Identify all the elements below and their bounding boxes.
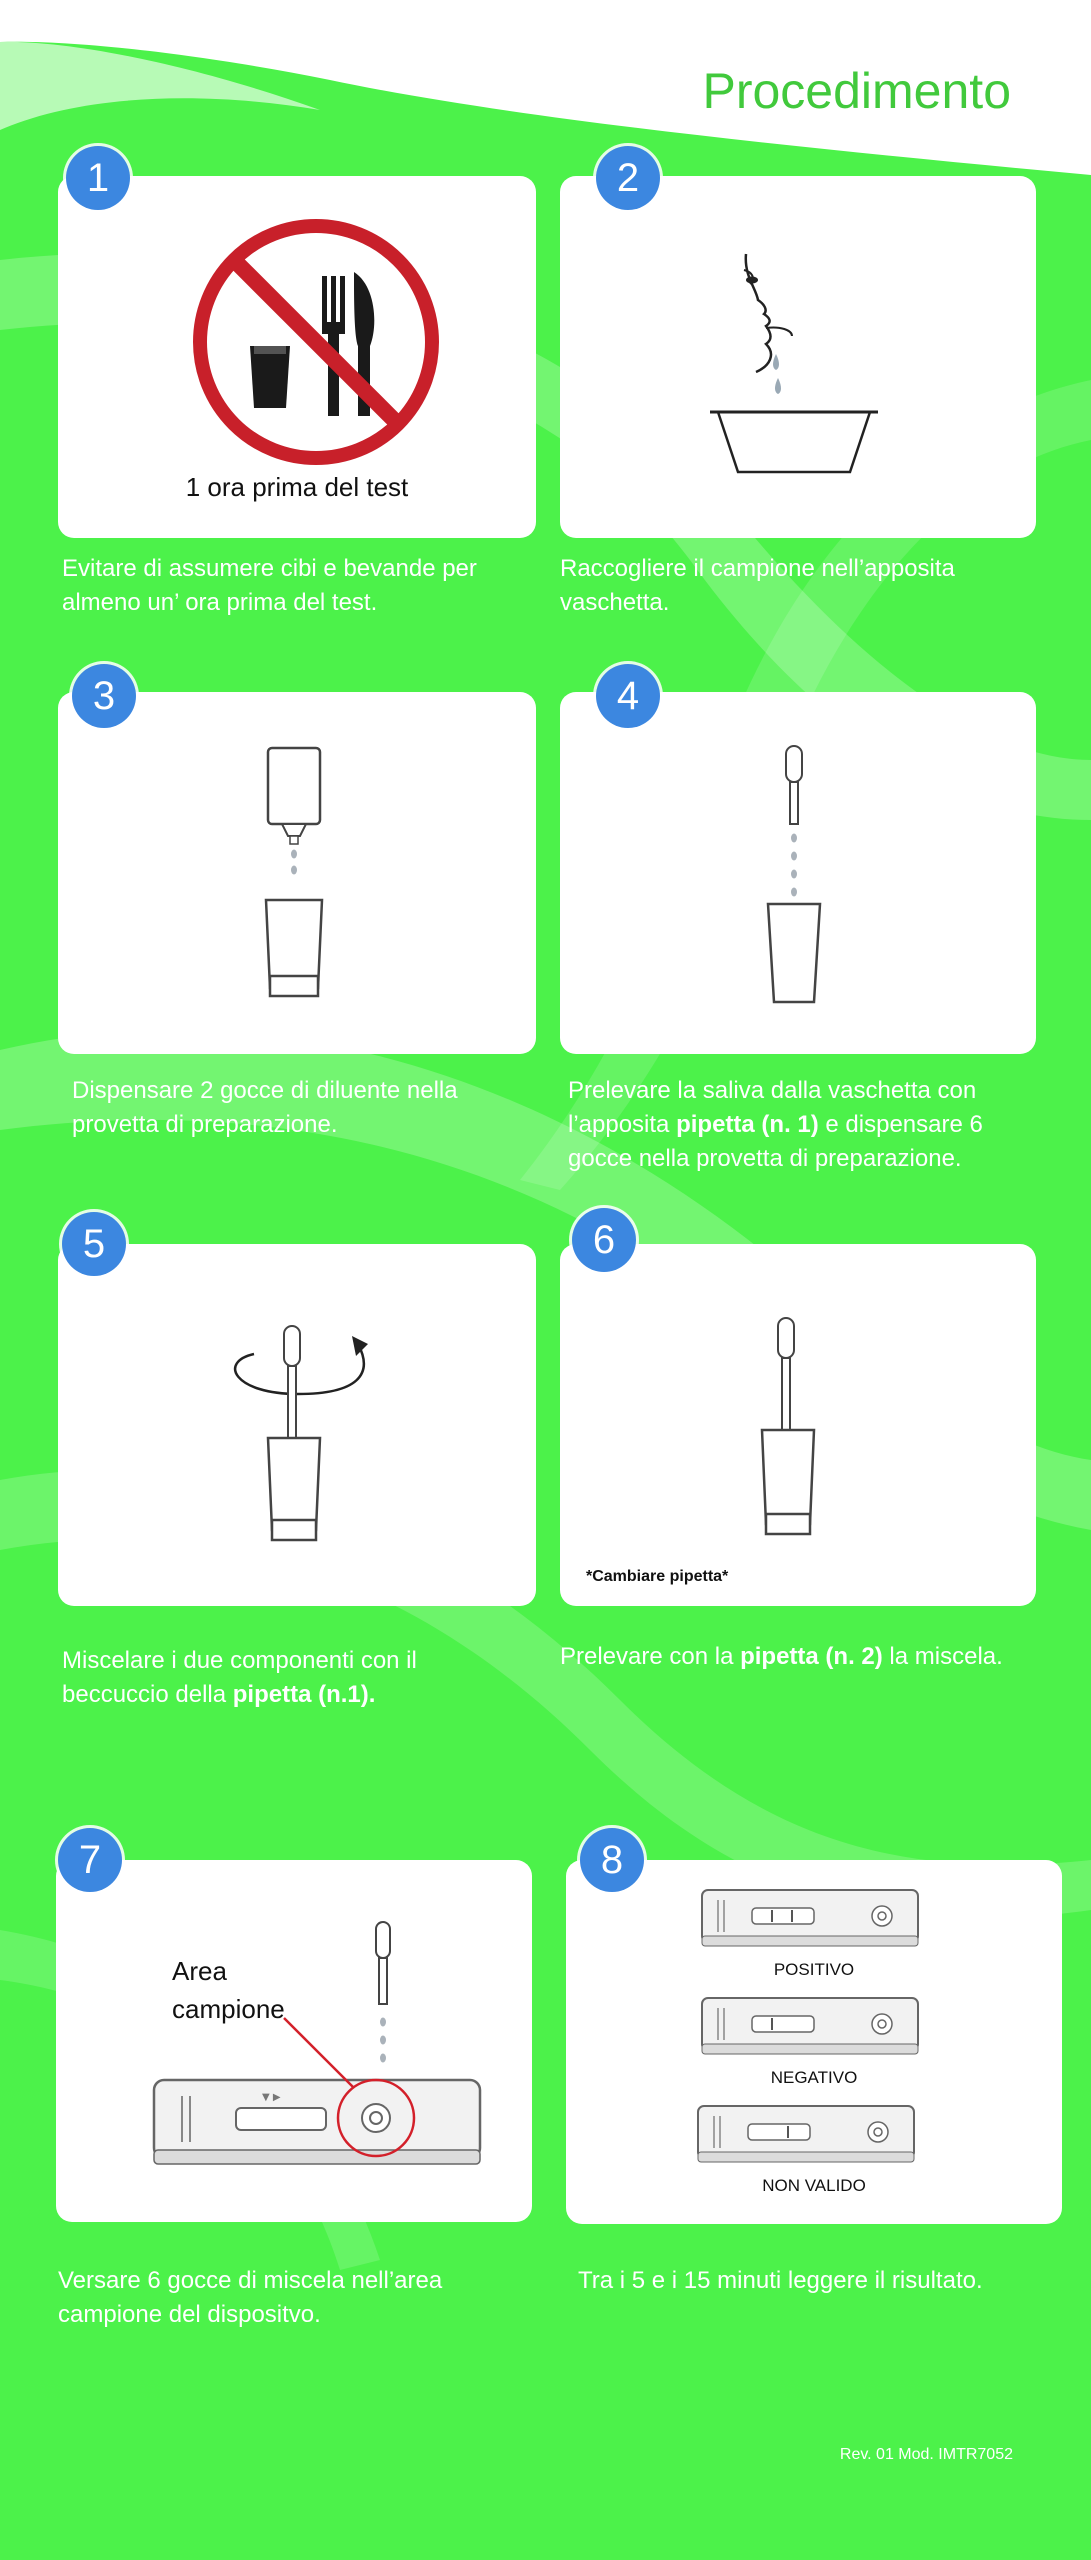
step-7-caption-line2: campione — [172, 1994, 285, 2024]
diluent-drops-icon — [58, 692, 536, 1054]
step-5-badge: 5 — [62, 1212, 126, 1276]
revision-footer: Rev. 01 Mod. IMTR7052 — [839, 2446, 1013, 2463]
step-7-badge: 7 — [58, 1828, 122, 1892]
step-7-description: Versare 6 gocce di miscela nell’area campione del dispositvo. — [58, 2267, 443, 2328]
step-7-card — [56, 1860, 532, 2222]
step-4-card — [560, 692, 1036, 1054]
step-5-card — [58, 1244, 536, 1606]
step-3-card — [58, 692, 536, 1054]
step-7-caption-line1: Area — [172, 1956, 227, 1986]
page-title: Procedimento — [702, 63, 1011, 119]
step-5-description: Miscelare i due componenti con il beccuccio della pipetta (n.1). — [62, 1647, 417, 1708]
step-1-badge: 1 — [66, 146, 130, 210]
step-6-badge: 6 — [572, 1208, 636, 1272]
result-negative-label: NEGATIVO — [770, 2068, 858, 2087]
step-8-card — [566, 1860, 1062, 2224]
step-4-description: Prelevare la saliva dalla vaschetta con l’apposita pipetta (n. 1) e dispensare 6 gocce nella provetta di preparazione. — [568, 1077, 983, 1172]
pipette-in-tube-icon — [560, 1244, 1036, 1606]
saliva-collection-icon — [560, 176, 1036, 538]
step-6-card — [560, 1244, 1036, 1606]
test-device-sample-icon — [56, 1860, 532, 2222]
result-positive-label: POSITIVO — [773, 1960, 855, 1979]
test-results-icon — [566, 1860, 1062, 2224]
step-2-description: Raccogliere il campione nell’apposita vaschetta. — [560, 555, 955, 616]
svg-text:▼ ▶: ▼ ▶ — [262, 2092, 281, 2103]
step-3-description: Dispensare 2 gocce di diluente nella provetta di preparazione. — [72, 1077, 458, 1138]
step-8-badge: 8 — [580, 1828, 644, 1892]
pipette-drops-icon — [560, 692, 1036, 1054]
step-1-card — [58, 176, 536, 538]
step-6-description: Prelevare con la pipetta (n. 2) la miscela. — [560, 1643, 1003, 1670]
step-1-caption: 1 ora prima del test — [185, 472, 409, 502]
step-1-description: Evitare di assumere cibi e bevande per almeno un’ ora prima del test. — [62, 555, 477, 616]
result-invalid-label: NON VALIDO — [762, 2176, 866, 2195]
step-6-caption: *Cambiare pipetta* — [586, 1568, 729, 1585]
mixing-pipette-icon — [58, 1244, 536, 1606]
step-2-card — [560, 176, 1036, 538]
step-3-badge: 3 — [72, 664, 136, 728]
step-2-badge: 2 — [596, 146, 660, 210]
step-8-description: Tra i 5 e i 15 minuti leggere il risultato. — [578, 2267, 983, 2294]
step-4-badge: 4 — [596, 664, 660, 728]
